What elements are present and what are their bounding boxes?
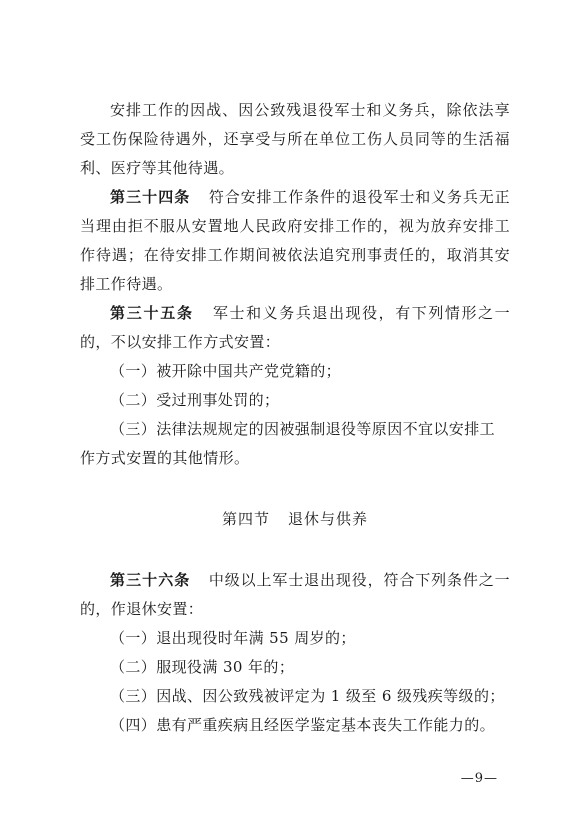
- article-36-text: 中级以上军士退出现役，符合下列条件之一的，作退休安置：: [80, 571, 510, 618]
- article-35-item-2: （二）受过刑事处罚的；: [110, 391, 280, 409]
- article-34-text: 符合安排工作条件的退役军士和义务兵无正当理由拒不服从安置地人民政府安排工作的，视为放弃安排工作待遇；在待安排工作期间被依法追究刑事责任的，取消其安排工作待遇。: [80, 188, 510, 293]
- article-34-label: 第三十四条: [110, 188, 191, 206]
- article-36-item-3: （三）因战、因公致残被评定为 1 级至 6 级残疾等级的；: [110, 687, 505, 705]
- article-34: [80, 183, 510, 299]
- article-35: [80, 299, 510, 357]
- section-heading: [80, 473, 510, 566]
- section-number: 第四节: [221, 510, 270, 528]
- paragraph-continued: 安排工作的因战、因公致残退役军士和义务兵，除依法享受工伤保险待遇外，还享受与所在单位工伤人员同等的生活福利、医疗等其他待遇。: [80, 101, 510, 177]
- article-35-label: 第三十五条: [110, 304, 194, 322]
- article-36: [80, 566, 510, 624]
- article-36-item-1: （一）退出现役时年满 55 周岁的；: [110, 629, 356, 647]
- page-number: —9—: [460, 771, 498, 786]
- article-35-item-3: （三）法律法规规定的因被强制退役等原因不宜以安排工作方式安置的其他情形。: [80, 420, 496, 467]
- document-body: [80, 96, 510, 740]
- article-36-item-4: （四）患有严重疾病且经医学鉴定基本丧失工作能力的。: [110, 716, 496, 734]
- article-36-label: 第三十六条: [110, 571, 191, 589]
- article-35-item-1: （一）被开除中国共产党党籍的；: [110, 362, 342, 380]
- article-35-text: 军士和义务兵退出现役，有下列情形之一的，不以安排工作方式安置：: [80, 304, 510, 351]
- article-36-item-2: （二）服现役满 30 年的；: [110, 658, 295, 676]
- section-title: 退休与供养: [288, 510, 369, 528]
